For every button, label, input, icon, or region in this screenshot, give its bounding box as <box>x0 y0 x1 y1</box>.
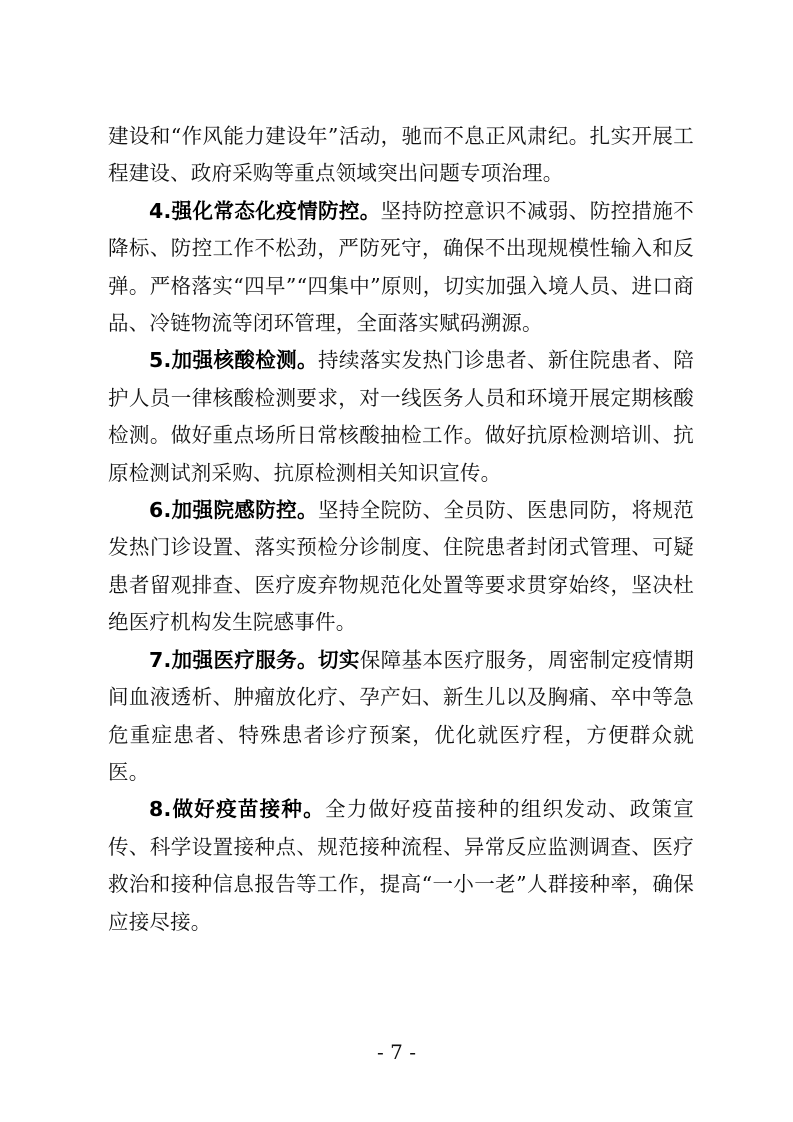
paragraph-text: 坚持防控意识不减弱、防控措施不降标、防控工作不松劲，严防死守，确保不出现规模性输入和反弹。严格落实“四早”“四集中”原则，切实加强入境人员、进口商品、冷链物流等闭环管理，全面落实赋码溯源。 <box>108 198 694 336</box>
page-number: - 7 - <box>377 1040 416 1064</box>
paragraph-heading: 6.加强院感防控。 <box>149 498 318 523</box>
paragraph-text: 建设和“作风能力建设年”活动，驰而不息正风肃纪。扎实开展工程建设、政府采购等重点领域突出问题专项治理。 <box>108 124 694 186</box>
paragraph-5-nucleic-acid-testing <box>108 342 694 492</box>
paragraph-text: 持续落实发热门诊患者、新住院患者、陪护人员一律核酸检测要求，对一线医务人员和环境开展定期核酸检测。做好重点场所日常核酸抽检工作。做好抗原检测培训、抗原检测试剂采购、抗原检测相关知识宣传。 <box>108 348 694 485</box>
paragraph-4-epidemic-control <box>108 193 694 343</box>
paragraph-7-medical-services <box>108 642 694 792</box>
paragraph-text: 坚持全院防、全员防、医患同防，将规范发热门诊设置、落实预检分诊制度、住院患者封闭式管理、可疑患者留观排查、医疗废弃物规范化处置等要求贯穿始终，坚决杜绝医疗机构发生院感事件。 <box>108 498 694 635</box>
paragraph-text: 全力做好疫苗接种的组织发动、政策宣传、科学设置接种点、规范接种流程、异常反应监测调查、医疗救治和接种信息报告等工作，提高“一小一老”人群接种率，确保应接尽接。 <box>108 797 694 934</box>
paragraph-6-infection-control <box>108 492 694 642</box>
paragraph-heading: 5.加强核酸检测。 <box>149 348 318 373</box>
paragraph-text: 保障基本医疗服务，周密制定疫情期间血液透析、肿瘤放化疗、孕产妇、新生儿以及胸痛、卒中等急危重症患者、特殊患者诊疗预案，优化就医疗程，方便群众就医。 <box>108 647 694 784</box>
paragraph-heading: 4.强化常态化疫情防控。 <box>149 198 381 223</box>
paragraph-continuation <box>108 118 694 193</box>
paragraph-8-vaccination <box>108 791 694 941</box>
document-body <box>108 118 694 941</box>
paragraph-heading: 7.加强医疗服务。切实 <box>149 647 360 672</box>
paragraph-heading: 8.做好疫苗接种。 <box>149 797 325 822</box>
